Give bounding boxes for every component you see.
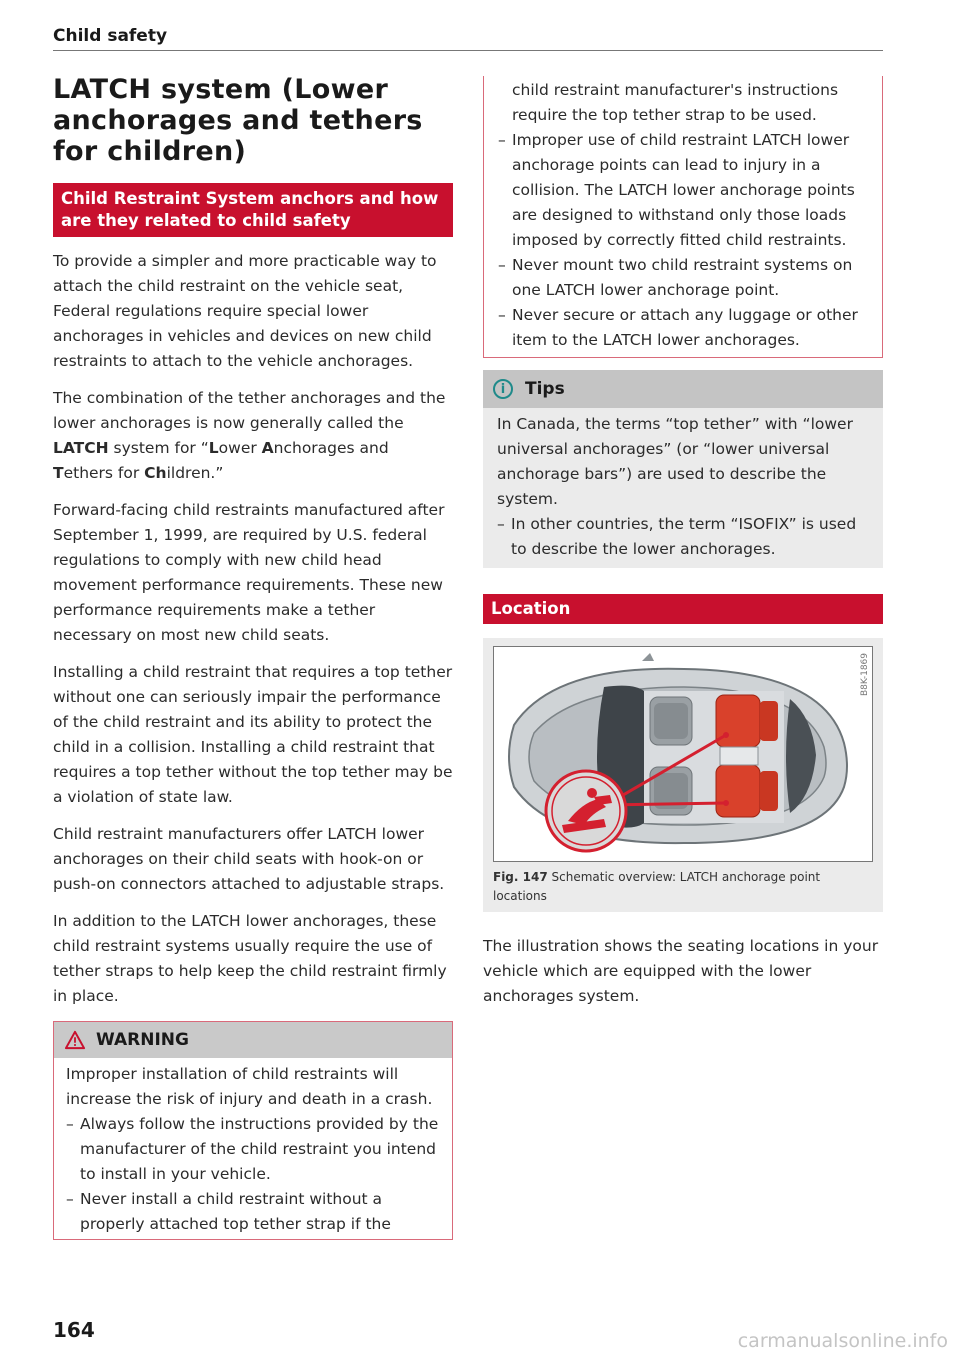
warning-triangle-icon <box>64 1030 86 1050</box>
subsection-heading: Child Restraint System anchors and how are they related to child safety <box>53 183 453 237</box>
header-rule <box>53 50 883 51</box>
warning-item-2-start: – Never install a child restraint without a properly attached top tether strap if the <box>66 1187 442 1237</box>
location-paragraph: The illustration shows the seating locations in your vehicle which are equipped with the lower anchorages system. <box>483 937 879 1005</box>
running-header: Child safety <box>53 26 168 46</box>
tips-intro: In Canada, the terms “top tether” with “lower universal anchorages” (or “lower universal anchorage bars”) are used to describe the system. <box>497 415 853 508</box>
figure-caption <box>493 862 873 908</box>
p2-text-a: The combination of the tether anchorages and the lower anchorages is now generally called the <box>53 389 446 432</box>
warning-item-4: – Never mount two child restraint systems on one LATCH lower anchorage point. <box>498 253 872 303</box>
watermark: carmanualsonline.info <box>737 1330 948 1352</box>
tips-header <box>483 370 883 408</box>
car-latch-illustration <box>494 647 872 861</box>
figure-frame <box>493 646 873 862</box>
tips-label: Tips <box>525 379 565 399</box>
warning-item-5: – Never secure or attach any luggage or other item to the LATCH lower anchorages. <box>498 303 872 353</box>
warning-box <box>53 1021 453 1240</box>
paragraph-4: Installing a child restraint that requires a top tether without one can seriously impair the performance of the child restraint and its ability to protect the child in a collision. Installing a child restraint that requires a top tether without the top tether may be a violation of state law. <box>53 663 453 806</box>
p2-text-g: ildren.” <box>166 464 224 482</box>
tips-body <box>483 408 883 568</box>
location-heading: Location <box>483 594 883 624</box>
tips-item-1: – In other countries, the term “ISOFIX” is used to describe the lower anchorages. <box>497 512 871 562</box>
p2-bold-ch: Ch <box>144 464 167 482</box>
p2-bold-l: L <box>208 439 219 457</box>
warning-continued <box>483 76 883 358</box>
p2-text-d: ower <box>218 439 262 457</box>
paragraph-2 <box>53 386 453 486</box>
figure-box <box>483 638 883 912</box>
p2-text-e: nchorages and <box>273 439 389 457</box>
left-column <box>53 74 453 1240</box>
figure-caption-text: Schematic overview: LATCH anchorage point locations <box>493 870 821 903</box>
warning-item-3: – Improper use of child restraint LATCH lower anchorage points can lead to injury in a collision. The LATCH lower anchorage points are designed to withstand only those loads imposed by correctly fitted child restraints. <box>498 128 872 253</box>
paragraph-6: In addition to the LATCH lower anchorages, these child restraint systems usually require the use of tether straps to help keep the child restraint firmly in place. <box>53 912 447 1005</box>
p2-bold-t: T <box>53 464 64 482</box>
page-title: LATCH system (Lower anchorages and tethers for children) <box>53 74 423 167</box>
warning-intro: Improper installation of child restraints will increase the risk of injury and death in a crash. <box>66 1065 433 1108</box>
p2-text-c: system for “ <box>108 439 209 457</box>
paragraph-1: To provide a simpler and more practicable way to attach the child restraint on the vehicle seat, Federal regulations require special lower anchorages in vehicles and devices on new child restraints to attach to the vehicle anchorages. <box>53 252 437 370</box>
p2-bold-latch: LATCH <box>53 439 109 457</box>
figure-code: B8K-1869 <box>860 653 870 697</box>
figure-label: Fig. 147 <box>493 870 548 884</box>
page-number: 164 <box>53 1318 95 1342</box>
paragraph-3: Forward-facing child restraints manufactured after September 1, 1999, are required by U.S. federal regulations to comply with new child head movement performance requirements. These new performance requirements make a tether necessary on most new child seats. <box>53 501 445 644</box>
warning-header <box>54 1022 452 1058</box>
p2-text-f: ethers for <box>63 464 145 482</box>
warning-body <box>54 1058 452 1239</box>
warning-item-2-end: child restraint manufacturer's instructions require the top tether strap to be used. <box>512 81 839 124</box>
warning-item-1: – Always follow the instructions provided by the manufacturer of the child restraint you intend to install in your vehicle. <box>66 1112 442 1187</box>
p2-bold-a: A <box>261 439 274 457</box>
warning-label: WARNING <box>96 1030 189 1050</box>
tips-box <box>483 370 883 568</box>
right-column <box>483 76 883 1009</box>
info-icon: i <box>493 379 513 399</box>
paragraph-5: Child restraint manufacturers offer LATCH lower anchorages on their child seats with hook-on or push-on connectors attached to adjustable straps. <box>53 825 445 893</box>
